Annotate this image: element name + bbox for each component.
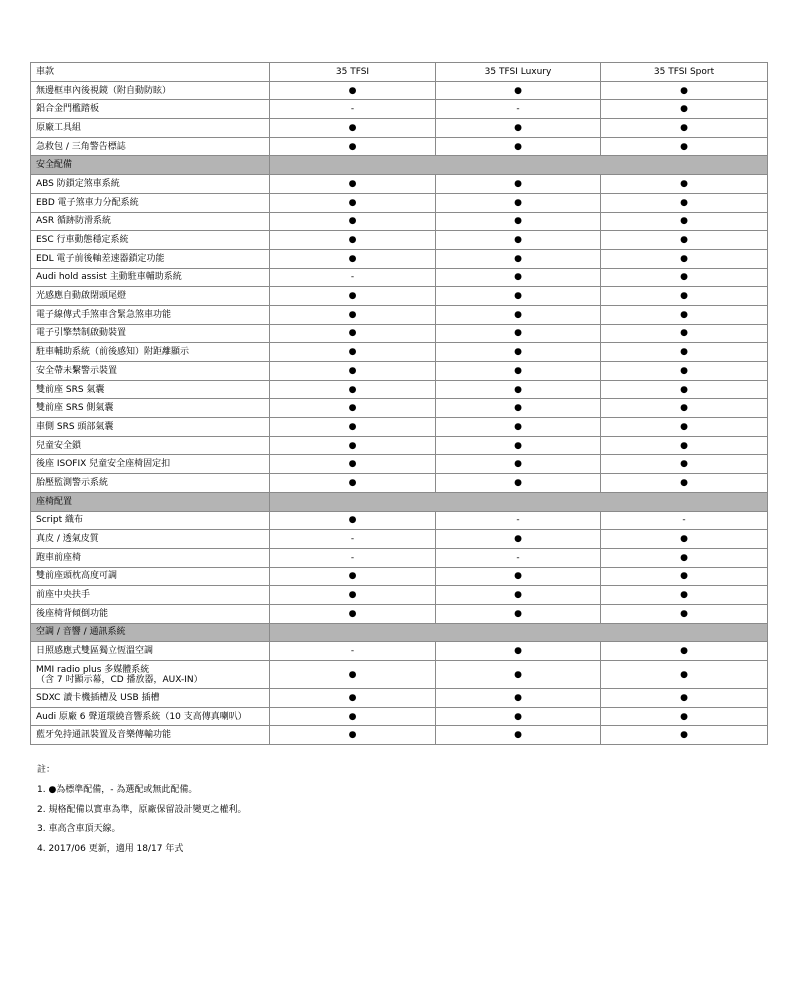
availability-cell: ● (436, 119, 601, 138)
note-item: 3. 車高含車頂天線。 (37, 824, 121, 835)
availability-cell: ● (270, 81, 436, 100)
table-row (31, 474, 768, 493)
availability-cell: ● (270, 474, 436, 493)
feature-label: 電子線傳式手煞車含緊急煞車功能 (31, 305, 270, 324)
table-row (31, 324, 768, 343)
availability-cell: ● (270, 436, 436, 455)
availability-cell: ● (601, 604, 768, 623)
table-row (31, 436, 768, 455)
availability-cell: ● (270, 604, 436, 623)
table-row (31, 548, 768, 567)
feature-label: 光感應自動啟閉頭尾燈 (31, 287, 270, 306)
availability-cell: ● (601, 726, 768, 745)
availability-cell: ● (270, 726, 436, 745)
availability-cell: ● (436, 287, 601, 306)
section-filler (270, 492, 768, 511)
availability-cell: ● (270, 707, 436, 726)
availability-cell: ● (270, 324, 436, 343)
table-row (31, 642, 768, 661)
feature-label: Script 織布 (31, 511, 270, 530)
table-row (31, 399, 768, 418)
feature-label-line: MMI radio plus 多媒體系統 (36, 664, 150, 675)
availability-cell: ● (601, 81, 768, 100)
table-row (31, 530, 768, 549)
availability-cell: - (270, 642, 436, 661)
availability-cell: ● (601, 455, 768, 474)
feature-label: EBD 電子煞車力分配系統 (31, 193, 270, 212)
availability-cell: ● (436, 436, 601, 455)
availability-cell: ● (436, 707, 601, 726)
feature-label: 雙前座 SRS 氣囊 (31, 380, 270, 399)
availability-cell: ● (436, 324, 601, 343)
table-row (31, 343, 768, 362)
availability-cell: ● (601, 436, 768, 455)
feature-label: 後座 ISOFIX 兒童安全座椅固定扣 (31, 455, 270, 474)
table-row (31, 212, 768, 231)
feature-label: ESC 行車動態穩定系統 (31, 231, 270, 250)
feature-label: 無邊框車內後視鏡（附自動防眩） (31, 81, 270, 100)
availability-cell: ● (270, 305, 436, 324)
availability-cell: ● (436, 530, 601, 549)
availability-cell: - (436, 548, 601, 567)
notes (37, 765, 246, 864)
section-row (31, 492, 768, 511)
availability-cell: ● (601, 707, 768, 726)
availability-cell: ● (270, 661, 436, 689)
availability-cell: ● (601, 474, 768, 493)
availability-cell: ● (436, 399, 601, 418)
availability-cell: ● (436, 418, 601, 437)
availability-cell: ● (601, 212, 768, 231)
availability-cell: ● (436, 567, 601, 586)
availability-cell: ● (270, 418, 436, 437)
feature-label: 電子引擎禁制啟動裝置 (31, 324, 270, 343)
spec-table-body (31, 63, 768, 745)
table-row (31, 380, 768, 399)
availability-cell: ● (436, 231, 601, 250)
availability-cell: ● (270, 175, 436, 194)
feature-label: 兒童安全鎖 (31, 436, 270, 455)
table-row (31, 567, 768, 586)
availability-cell: ● (601, 586, 768, 605)
availability-cell: ● (270, 193, 436, 212)
table-row (31, 249, 768, 268)
table-row (31, 661, 768, 689)
availability-cell: ● (270, 689, 436, 708)
feature-label: 車側 SRS 頭部氣囊 (31, 418, 270, 437)
table-row (31, 137, 768, 156)
table-row (31, 81, 768, 100)
header-model: 35 TFSI Sport (601, 63, 768, 82)
table-row (31, 193, 768, 212)
availability-cell: ● (436, 193, 601, 212)
availability-cell: - (436, 100, 601, 119)
availability-cell: ● (436, 175, 601, 194)
feature-label: 雙前座 SRS 側氣囊 (31, 399, 270, 418)
availability-cell: ● (601, 661, 768, 689)
feature-label: 後座椅背傾倒功能 (31, 604, 270, 623)
availability-cell: ● (601, 530, 768, 549)
availability-cell: - (601, 511, 768, 530)
table-row (31, 604, 768, 623)
table-row (31, 511, 768, 530)
availability-cell: ● (436, 305, 601, 324)
availability-cell: ● (601, 137, 768, 156)
availability-cell: ● (270, 119, 436, 138)
feature-label: Audi 原廠 6 聲道環繞音響系統（10 支高傳真喇叭） (31, 707, 270, 726)
feature-label: 胎壓監測警示系統 (31, 474, 270, 493)
availability-cell: ● (436, 380, 601, 399)
feature-label: 安全帶未繫警示裝置 (31, 362, 270, 381)
feature-label: 駐車輔助系統（前後感知）附距離顯示 (31, 343, 270, 362)
table-row (31, 707, 768, 726)
availability-cell: ● (601, 567, 768, 586)
section-row (31, 623, 768, 642)
availability-cell: ● (601, 119, 768, 138)
availability-cell: ● (270, 231, 436, 250)
section-filler (270, 623, 768, 642)
section-row (31, 156, 768, 175)
availability-cell: ● (601, 362, 768, 381)
availability-cell: ● (436, 268, 601, 287)
availability-cell: ● (436, 212, 601, 231)
table-row (31, 362, 768, 381)
note-item: 4. 2017/06 更新，適用 18/17 年式 (37, 844, 184, 855)
availability-cell: ● (436, 362, 601, 381)
table-row (31, 175, 768, 194)
section-filler (270, 156, 768, 175)
table-row (31, 689, 768, 708)
table-row (31, 418, 768, 437)
availability-cell: ● (601, 249, 768, 268)
spec-table (30, 62, 768, 745)
availability-cell: ● (436, 81, 601, 100)
availability-cell: ● (436, 455, 601, 474)
note-item: 2. 規格配備以實車為準，原廠保留設計變更之權利。 (37, 804, 247, 815)
availability-cell: ● (270, 399, 436, 418)
feature-label: Audi hold assist 主動駐車輔助系統 (31, 268, 270, 287)
availability-cell: ● (270, 249, 436, 268)
table-header-row (31, 63, 768, 82)
availability-cell: ● (270, 567, 436, 586)
availability-cell: ● (270, 137, 436, 156)
availability-cell: ● (270, 362, 436, 381)
feature-label: 跑車前座椅 (31, 548, 270, 567)
table-row (31, 455, 768, 474)
availability-cell: ● (436, 726, 601, 745)
feature-label: ASR 循跡防滑系統 (31, 212, 270, 231)
availability-cell: ● (270, 455, 436, 474)
availability-cell: - (270, 100, 436, 119)
feature-label: 鋁合金門檻踏板 (31, 100, 270, 119)
availability-cell: ● (436, 474, 601, 493)
table-row (31, 586, 768, 605)
feature-label: 前座中央扶手 (31, 586, 270, 605)
availability-cell: ● (601, 399, 768, 418)
header-label: 車款 (31, 63, 270, 82)
availability-cell: ● (436, 689, 601, 708)
table-row (31, 100, 768, 119)
table-row (31, 119, 768, 138)
availability-cell: ● (601, 287, 768, 306)
section-title: 座椅配置 (31, 492, 270, 511)
availability-cell: ● (270, 343, 436, 362)
availability-cell: ● (601, 268, 768, 287)
availability-cell: ● (601, 231, 768, 250)
availability-cell: ● (436, 343, 601, 362)
feature-label: SDXC 讀卡機插槽及 USB 插槽 (31, 689, 270, 708)
header-model: 35 TFSI Luxury (436, 63, 601, 82)
availability-cell: ● (436, 604, 601, 623)
availability-cell: ● (270, 287, 436, 306)
availability-cell: - (270, 548, 436, 567)
feature-label: ABS 防鎖定煞車系統 (31, 175, 270, 194)
availability-cell: ● (270, 511, 436, 530)
availability-cell: ● (601, 193, 768, 212)
table-row (31, 287, 768, 306)
availability-cell: ● (601, 343, 768, 362)
header-model: 35 TFSI (270, 63, 436, 82)
availability-cell: ● (436, 586, 601, 605)
table-row (31, 726, 768, 745)
feature-label: 原廠工具組 (31, 119, 270, 138)
feature-label: EDL 電子前後軸差速器鎖定功能 (31, 249, 270, 268)
table-row (31, 305, 768, 324)
feature-label: 日照感應式雙區獨立恆溫空調 (31, 642, 270, 661)
availability-cell: ● (601, 548, 768, 567)
section-title: 安全配備 (31, 156, 270, 175)
feature-label (31, 661, 270, 689)
availability-cell: ● (601, 305, 768, 324)
feature-label: 藍牙免持通訊裝置及音樂傳輸功能 (31, 726, 270, 745)
feature-label: 急救包 / 三角警告標誌 (31, 137, 270, 156)
table-row (31, 268, 768, 287)
availability-cell: ● (601, 642, 768, 661)
availability-cell: - (270, 268, 436, 287)
availability-cell: - (436, 511, 601, 530)
availability-cell: ● (601, 689, 768, 708)
availability-cell: ● (601, 100, 768, 119)
feature-label: 真皮 / 透氣皮質 (31, 530, 270, 549)
availability-cell: ● (436, 137, 601, 156)
feature-label: 雙前座頭枕高度可調 (31, 567, 270, 586)
availability-cell: ● (270, 380, 436, 399)
availability-cell: ● (270, 212, 436, 231)
availability-cell: ● (436, 642, 601, 661)
notes-title: 註： (37, 765, 56, 775)
availability-cell: ● (601, 380, 768, 399)
note-item: 1. ●為標準配備，- 為選配或無此配備。 (37, 784, 198, 795)
section-title: 空調 / 音響 / 通訊系統 (31, 623, 270, 642)
availability-cell: ● (270, 586, 436, 605)
availability-cell: ● (601, 175, 768, 194)
availability-cell: ● (436, 249, 601, 268)
table-row (31, 231, 768, 250)
availability-cell: - (270, 530, 436, 549)
availability-cell: ● (436, 661, 601, 689)
availability-cell: ● (601, 324, 768, 343)
feature-label-line: （含 7 吋顯示幕，CD 播放器，AUX-IN） (36, 674, 203, 685)
availability-cell: ● (601, 418, 768, 437)
